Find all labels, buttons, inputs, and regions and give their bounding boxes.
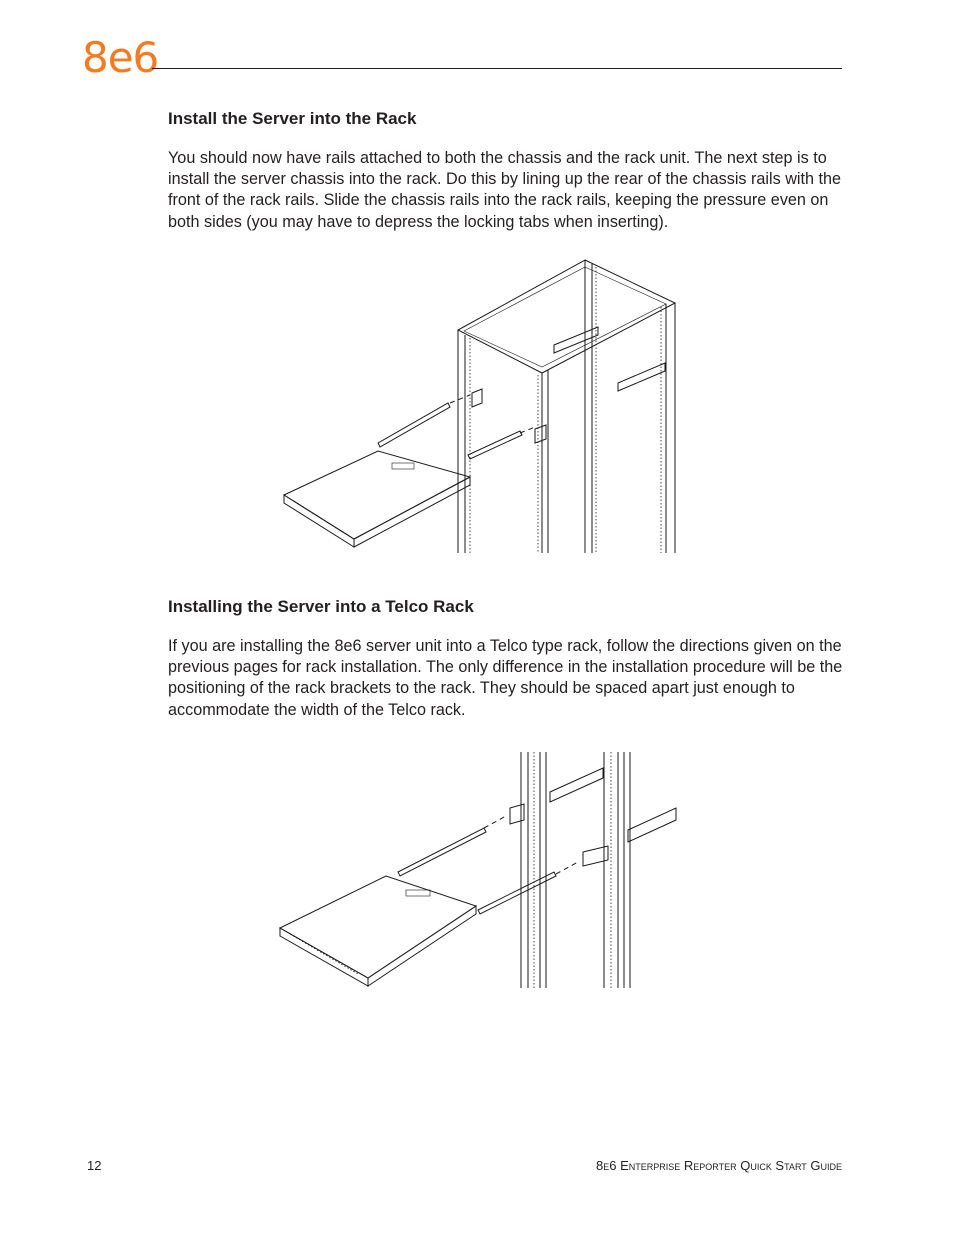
telco-rack-installation-illustration <box>278 750 680 992</box>
section-body-install-rack: You should now have rails attached to both the chassis and the rack unit. The next step is to install the server chassis into the rack. Do this by lining up the rear of the chassis rails with the front of the rack rails. Slide the chassis rails into the rack rails, keeping the pressure even on both sides (you may have to depress the locking tabs when inserting). <box>168 149 841 231</box>
section-heading-telco-rack: Installing the Server into a Telco Rack <box>168 597 474 616</box>
section-body-telco-rack: If you are installing the 8e6 server unit into a Telco type rack, follow the directions given on the previous pages for rack installation. The only difference in the installation procedure will be the positioning of the rack brackets to the rack. They should be spaced apart just enough to accommodate the width of the Telco rack. <box>168 637 843 719</box>
rack-installation-illustration <box>280 255 680 555</box>
guide-title: 8e6 Enterprise Reporter Quick Start Guide <box>596 1158 842 1173</box>
page-number: 12 <box>87 1158 102 1173</box>
section-heading-install-rack: Install the Server into the Rack <box>168 109 417 128</box>
logo-8e6: 8e6 <box>82 33 159 82</box>
header-rule <box>152 68 842 69</box>
